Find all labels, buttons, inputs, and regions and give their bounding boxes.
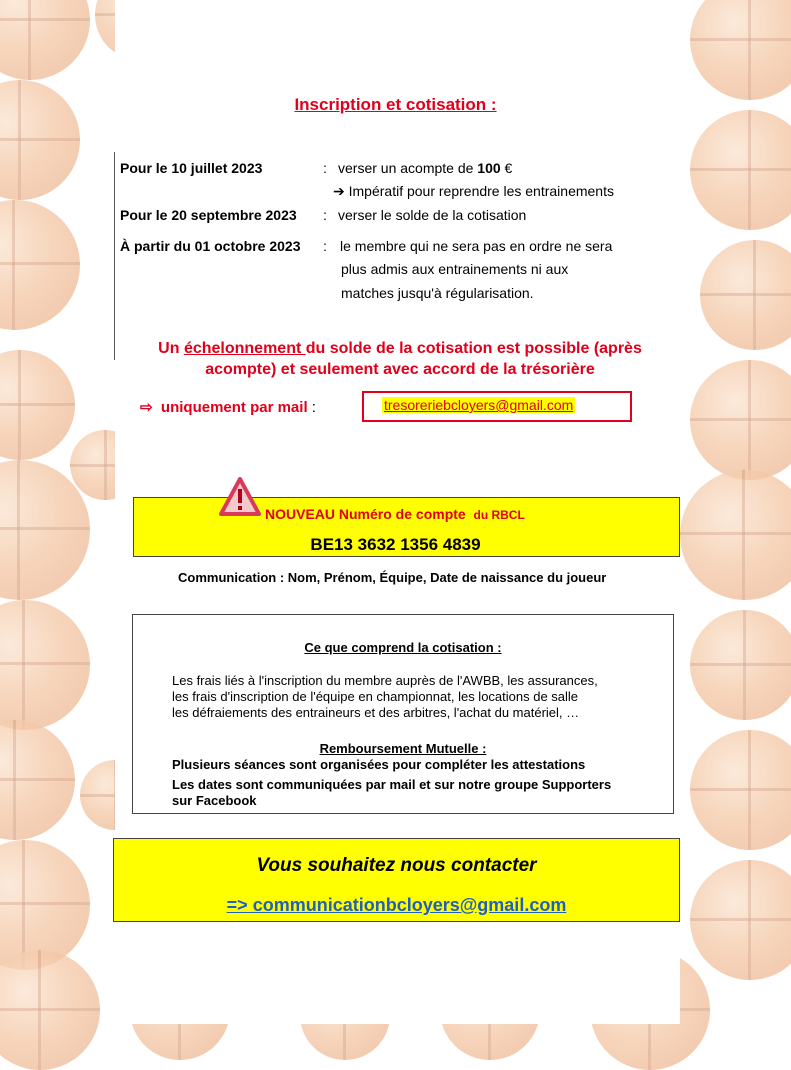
contact-email-link[interactable]: => communicationbcloyers@gmail.com xyxy=(226,895,567,915)
schedule-separator: : xyxy=(323,207,327,223)
basketball-icon xyxy=(0,950,100,1070)
basketball-icon xyxy=(690,360,791,480)
schedule-date-2: Pour le 20 septembre 2023 xyxy=(120,207,297,223)
mutuelle-line: Les dates sont communiquées par mail et sur notre groupe Supporters xyxy=(172,777,612,792)
payment-communication: Communication : Nom, Prénom, Équipe, Date de naissance du joueur xyxy=(178,570,607,585)
mutuelle-line: sur Facebook xyxy=(172,793,257,808)
treasurer-email-link[interactable]: tresoreriebcloyers@gmail.com xyxy=(384,397,574,413)
basketball-icon xyxy=(0,200,80,330)
page-title: Inscription et cotisation : xyxy=(294,95,497,114)
schedule-date-3: À partir du 01 octobre 2023 xyxy=(120,238,301,254)
basketball-icon xyxy=(690,110,791,230)
schedule-text-3-line-2: plus admis aux entrainements ni aux xyxy=(341,261,569,277)
schedule-text-3-line-1: le membre qui ne sera pas en ordre ne sera xyxy=(340,238,613,254)
account-heading: NOUVEAU Numéro de compte du RBCL xyxy=(265,506,525,522)
cotisation-line: les défraiements des entraineurs et des arbitres, l'achat du matériel, … xyxy=(172,705,580,720)
mail-instruction xyxy=(140,398,316,416)
schedule-separator: : xyxy=(323,238,327,254)
basketball-icon xyxy=(0,600,90,730)
basketball-icon xyxy=(0,0,90,80)
basketball-icon xyxy=(0,720,75,840)
basketball-icon xyxy=(690,730,791,850)
installments-notice xyxy=(120,338,680,380)
installments-line-2: acompte) et seulement avec accord de la trésorière xyxy=(205,361,595,378)
cotisation-heading: Ce que comprend la cotisation : xyxy=(304,640,502,655)
arrow-right-icon: ⇨ xyxy=(140,399,153,416)
schedule-text-3-line-3: matches jusqu'à régularisation. xyxy=(341,285,534,301)
imperatif-note: ➔ Impératif pour reprendre les entrainements xyxy=(333,183,614,199)
basketball-icon xyxy=(690,860,791,980)
iban-number: BE13 3632 1356 4839 xyxy=(310,535,481,554)
contact-box xyxy=(113,838,680,922)
warning-triangle-icon xyxy=(218,476,262,518)
schedule-text-2: verser le solde de la cotisation xyxy=(338,207,527,223)
cotisation-line: Les frais liés à l'inscription du membre auprès de l'AWBB, les assurances, xyxy=(172,673,598,688)
mutuelle-line: Plusieurs séances sont organisées pour compléter les attestations xyxy=(172,757,586,772)
schedule-text-1: verser un acompte de 100 € xyxy=(338,160,513,176)
schedule-separator: : xyxy=(323,160,327,176)
schedule-date-1: Pour le 10 juillet 2023 xyxy=(120,160,263,176)
basketball-icon xyxy=(690,610,791,720)
treasurer-email-box xyxy=(362,391,632,422)
mutuelle-heading: Remboursement Mutuelle : xyxy=(319,741,487,756)
mail-colon: : xyxy=(311,399,316,416)
cotisation-line: les frais d'inscription de l'équipe en championnat, les locations de salle xyxy=(172,689,579,704)
basketball-icon xyxy=(700,240,791,350)
basketball-icon xyxy=(690,0,791,100)
basketball-icon xyxy=(0,350,75,460)
cotisation-info-box xyxy=(132,614,674,814)
contact-question: Vous souhaitez nous contacter xyxy=(256,855,537,876)
mail-label: uniquement par mail xyxy=(160,399,308,416)
installments-line-1: Un échelonnement du solde de la cotisation est possible (après xyxy=(158,340,642,357)
